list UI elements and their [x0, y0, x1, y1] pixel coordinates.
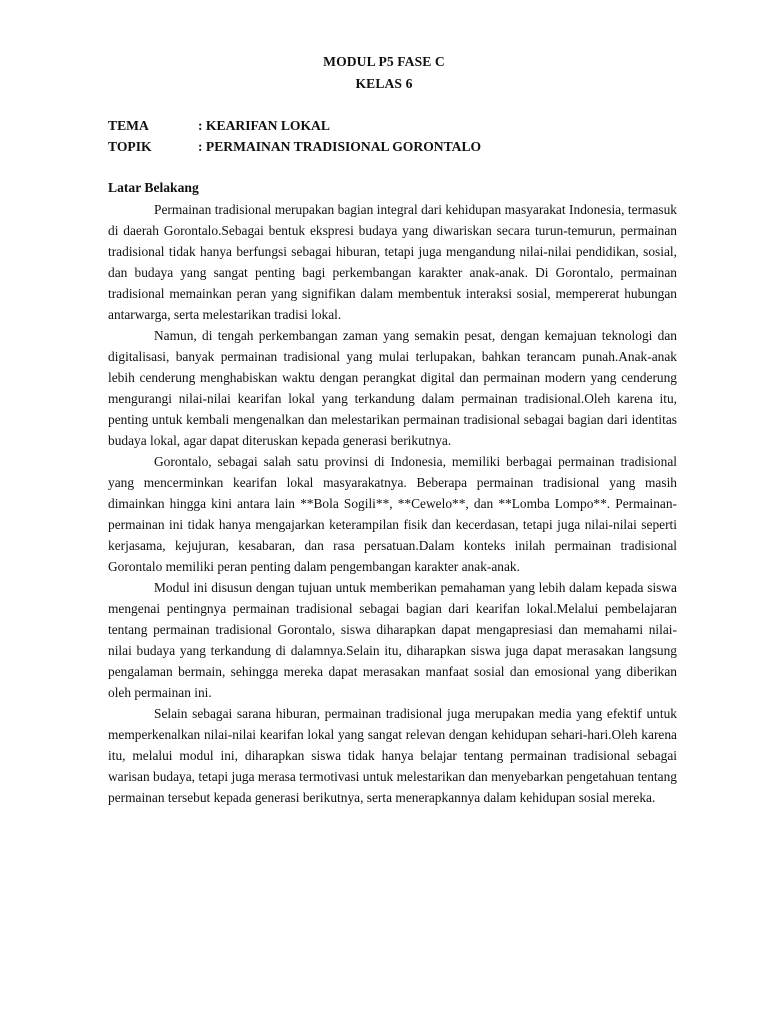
tema-value: : KEARIFAN LOKAL: [198, 118, 330, 133]
paragraph: Modul ini disusun dengan tujuan untuk memberikan pemahaman yang lebih dalam kepada siswa mengenai pentingnya permainan tradisional sebagai bagian dari kearifan lokal.Melalui pembelajaran tentang permainan tradisional Gorontalo, siswa diharapkan dapat mengapresiasi dan memahami nilai-nilai budaya yang terkandung di dalamnya.Selain itu, diharapkan siswa juga dapat merasakan langsung pengalaman bermain, sehingga mereka dapat merasakan manfaat sosial dan emosional yang diberikan oleh permainan ini.: [108, 580, 677, 700]
topik-row: [108, 139, 481, 155]
document-title: MODUL P5 FASE C: [323, 54, 445, 69]
tema-row: [108, 118, 330, 134]
paragraph: Permainan tradisional merupakan bagian integral dari kehidupan masyarakat Indonesia, termasuk di daerah Gorontalo.Sebagai bentuk ekspresi budaya yang diwariskan secara turun-temurun, permainan tradisional tidak hanya berfungsi sebagai hiburan, tetapi juga mengandung nilai-nilai pendidikan, sosial, dan budaya yang sangat penting bagi perkembangan karakter anak-anak. Di Gorontalo, permainan tradisional memainkan peran yang signifikan dalam membentuk interaksi sosial, mempererat hubungan antarwarga, serta melestarikan tradisi lokal.: [108, 202, 677, 322]
paragraph: Namun, di tengah perkembangan zaman yang semakin pesat, dengan kemajuan teknologi dan digitalisasi, banyak permainan tradisional yang mulai terlupakan, bahkan terancam punah.Anak-anak lebih cenderung menghabiskan waktu dengan perangkat digital dan permainan modern yang cenderung mengurangi nilai-nilai kearifan lokal yang terkandung dalam permainan tradisional.Oleh karena itu, penting untuk kembali mengenalkan dan melestarikan permainan tradisional sebagai bagian dari identitas budaya lokal, agar dapat diteruskan kepada generasi berikutnya.: [108, 328, 677, 448]
paragraph: Gorontalo, sebagai salah satu provinsi di Indonesia, memiliki berbagai permainan tradisional yang mencerminkan kearifan lokal masyarakatnya. Beberapa permainan tradisional yang masih dimainkan hingga kini antara lain **Bola Sogili**, **Cewelo**, dan **Lomba Lompo**. Permainan-permainan ini tidak hanya mengajarkan keterampilan fisik dan kecerdasan, tetapi juga nilai-nilai seperti kerjasama, kejujuran, kesabaran, dan rasa persatuan.Dalam konteks inilah permainan tradisional Gorontalo memiliki peran penting dalam pengembangan karakter anak-anak.: [108, 454, 677, 574]
topik-label: TOPIK: [108, 139, 152, 154]
document-subtitle: KELAS 6: [355, 76, 413, 91]
topik-value: : PERMAINAN TRADISIONAL GORONTALO: [198, 139, 482, 154]
section-heading: Latar Belakang: [108, 180, 199, 195]
paragraph: Selain sebagai sarana hiburan, permainan tradisional juga merupakan media yang efektif untuk memperkenalkan nilai-nilai kearifan lokal yang sangat relevan dengan kehidupan sehari-hari.Oleh karena itu, melalui modul ini, diharapkan siswa tidak hanya belajar tentang permainan tradisional sebagai warisan budaya, tetapi juga merasa termotivasi untuk melestarikan dan menyebarkan pengetahuan tentang permainan tersebut kepada generasi berikutnya, serta menerapkannya dalam kehidupan sosial mereka.: [108, 706, 677, 805]
tema-label: TEMA: [108, 118, 149, 133]
section-body: [108, 199, 677, 808]
